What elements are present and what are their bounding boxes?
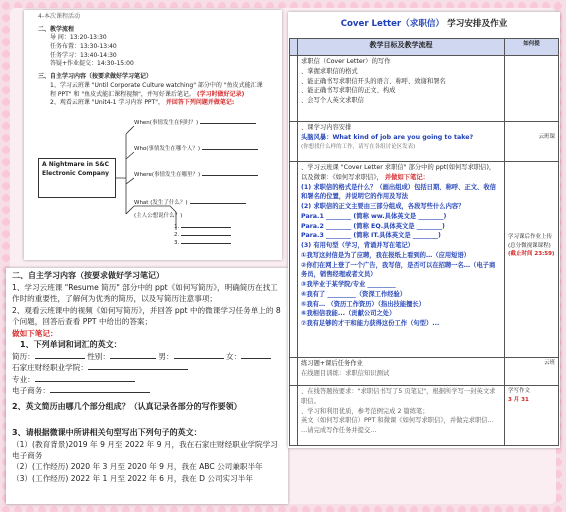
branch-where: Where(事情发生在哪里？) — [134, 172, 258, 180]
note-line: ④我有了 _________（资深工作经验） — [301, 290, 407, 298]
final-task-cell — [298, 386, 505, 446]
plan-table — [289, 38, 559, 446]
homework-cell — [298, 358, 505, 386]
notes-cell — [298, 162, 505, 358]
final-line: 、在线答题按要求："求职信书写了5 页笔记"，根据所学写一封英文求职信。 — [301, 388, 496, 405]
homework-heading: 练习题+课后任务作业 — [301, 360, 363, 367]
resume-para-2: 2、观看云班课中的视频《如何写简历》，并回答 ppt 中的微课学习任务单上的 8 个问题，回答后查看 PPT 中给出的答案； — [12, 305, 281, 327]
question-2: 2、英文简历由哪几个部分组成？（认真记录各部分的写作要领） — [12, 401, 242, 411]
self-study-item-1 — [38, 82, 268, 99]
sentence-item: （2）(工作经历) 2020 年 3 月至 2020 年 9 月，我在 ABC 公司兼职半年 — [12, 462, 263, 472]
process-heading: 二、教学流程 — [38, 25, 75, 33]
cut-top-line: 4-本次课程活动 — [38, 13, 80, 20]
header-goals: 教学目标及教学流程 — [298, 39, 505, 56]
sub-item: 3. — [174, 240, 231, 248]
flow-question: 头脑风暴：What kind of job are you going to take? — [301, 133, 474, 141]
card-resume — [6, 268, 288, 504]
sentence-item: （3）(工作经历) 2022 年 1 月至 2022 年 6 月，我在 D 公司实习半年 — [12, 473, 253, 483]
goal-line: 、掌握求职信的格式 — [301, 67, 358, 75]
goal-line: 、会写个人英文求职信 — [301, 97, 364, 104]
question-1: 1、下列单词和词汇的英文： — [20, 339, 122, 349]
question-3: 3、请根据微课中所讲相关句型写出下列句子的英文： — [12, 427, 202, 437]
process-item: 任务学习：13:40-14:30 — [50, 51, 117, 59]
self-study-item-2-text: 2、观看云班课 "Unit4-1 学习内容 PPT"， — [50, 99, 164, 107]
note-line: (2) 求职信的正文主要由三部分组成，各段写些什么内容？ — [301, 203, 465, 210]
homework-item: 在线题目训练：求职信知识测试 — [301, 369, 390, 377]
note-line: ⑤我有… （资历工作资历）（指出技能擅长） — [301, 300, 426, 308]
title-rest: 学习安排及作业 — [447, 19, 508, 29]
flow-how-cell: 云班课 — [505, 122, 559, 162]
final-line: 英文（如何写求职信）PPT 和微课《如何写求职信》，并做完求职信… — [301, 417, 494, 425]
note-line: ⑥我相信我能...（贡献公司之处） — [301, 310, 396, 318]
note-line: Para.2 ________ (简称 EQ.具体英文是 ________) — [301, 222, 445, 230]
self-study-item-1-text: 1、学习云班课 "Until Corporate Culture watching" 部分中的 "鱼皮式能汇课程 PPT" 和 "鱼皮式能汇课程视频"，并写好课后笔记。 — [50, 81, 263, 98]
self-study-item-2 — [38, 99, 268, 108]
resume-para-1: 1、学习云班课 "Resume 简历" 部分中的 ppt《如何写简历》，明确简历在找工作时的重要性，了解何为优秀的简历，以及写简历注意事项； — [12, 283, 278, 304]
flow-heading: 、课学习内容安排 — [301, 124, 352, 131]
branch-what: What (发生了什么？) — [134, 200, 246, 208]
notes-how-cell: 学习课后作业上传(总分微视课课程) (截止时间 23:59) — [505, 162, 559, 358]
note-line: Para.3 ________ (简称 IT.具体英文是 ________) — [301, 232, 441, 240]
learn-note-label: 并做如下笔记： — [384, 173, 429, 181]
fields-row-1: 简历： 性别： 男： 女： — [12, 351, 282, 362]
learn-line: 、学习云班课 "Cover Letter 求职信" 部分中的 ppt(如何写求职信)，以及微课：《如何写求职信》， — [301, 164, 496, 181]
final-line: 、学习和利用优质，参考范例完成 2 篇练笔； — [301, 407, 429, 415]
header-how: 如何提 — [505, 39, 559, 56]
process-item: 任务布置：13:30-13:40 — [50, 43, 117, 51]
final-line: …请完成写作任务并提交… — [301, 427, 377, 434]
card-corporate-culture — [24, 10, 282, 260]
note-line: ③我毕业于某学院/专业 _________ — [301, 281, 396, 288]
resume-note-label: 做如下笔记： — [12, 328, 58, 338]
branch-when: When(事情发生在何时？) — [134, 120, 256, 128]
branch-who: Who(事情发生在哪个人？) — [134, 146, 258, 154]
note-line: (1) 求职信的格式是什么？（画出组成）包括日期、称呼、正文、收信和署名的位置，并说明它的作用及写法 — [301, 183, 496, 201]
title-blue: Cover Letter（求职信） — [340, 19, 445, 29]
flow-question-note: (你想找什么样的工作，请写在各组讨论区发表) — [301, 143, 416, 150]
resume-heading: 二、自主学习内容（按要求做好学习笔记） — [12, 271, 164, 280]
final-how-cell: 学写作文 3 月 31 — [505, 386, 559, 446]
mind-map — [38, 114, 268, 236]
sub-list — [174, 224, 231, 248]
goals-cell — [298, 56, 505, 122]
process-item: 答疑+作业提交：14:30-15:00 — [50, 60, 134, 68]
note-line: ⑦我有足够的才干和能力获得这份工作（句型）... — [301, 320, 440, 327]
process-item: 导 间：13:20-13:30 — [50, 34, 107, 42]
self-study-item-1-note: (学习时做好记录) — [196, 90, 245, 98]
note-line: (3) 有用句型（学习，背诵并写在笔记） — [301, 242, 415, 249]
note-line: Para.1 ________ (简称 ww.具体英文是 ________) — [301, 212, 447, 220]
branch-sub-label: (主人公想说什么？) — [134, 212, 183, 219]
mind-map-center: A Nightmare in S&C Electronic Company — [38, 158, 116, 198]
fields-row-3: 专业： — [12, 374, 282, 385]
self-study-item-2-note: 并回答下列问题并做笔记: — [165, 99, 235, 107]
self-study-heading: 三、自主学习内容（按要求做好学习笔记） — [38, 73, 153, 81]
fields-row-4: 电子商务： — [12, 385, 282, 396]
note-line: ②你们在网上登了一个广告，我写信，是否可以在招聘一名…（电子商务员，销售经理或者文员） — [301, 261, 496, 279]
fields-row-2: 石家庄财经职业学院： — [12, 362, 282, 373]
sub-item: 1. — [174, 224, 231, 232]
goal-line: 、能正确书写求职信的正文、构成 — [301, 87, 396, 95]
sentence-item: （1）(教育背景)2019 年 9 月至 2022 年 9 月，我在石家庄财经职业学院学习电子商务 — [12, 439, 278, 460]
flow-cell — [298, 122, 505, 162]
goal-line: 求职信（Cover Letter）的写作 — [301, 58, 391, 65]
sub-item: 2. — [174, 232, 231, 240]
note-line: ①我写这封信是为了应聘，我在报纸上看到的…（应用短语） — [301, 251, 471, 259]
card-cover-letter — [288, 12, 560, 448]
homework-how-cell: 云班 — [505, 358, 559, 386]
goal-line: 、能正确书写求职信开头的语言、称呼、致谢和署名 — [301, 77, 446, 85]
cover-letter-title — [288, 12, 560, 38]
